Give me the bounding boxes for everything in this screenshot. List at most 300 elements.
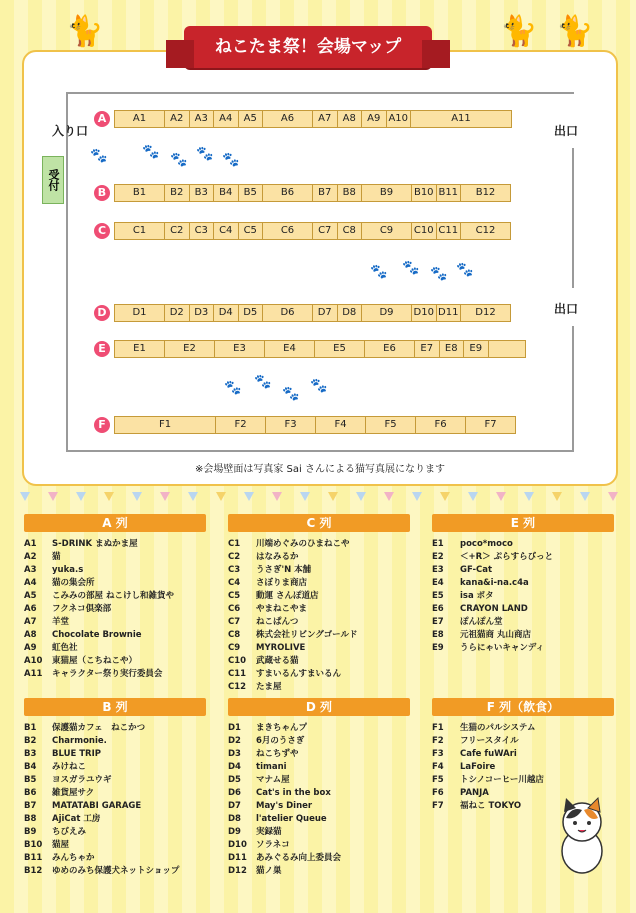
pennant-flag: [580, 492, 590, 501]
pennant-flag: [608, 492, 618, 501]
pennant-flag: [552, 492, 562, 501]
booth-code: A1: [24, 539, 37, 549]
list-item: [228, 813, 410, 826]
booth-code: D7: [228, 801, 241, 811]
booth[interactable]: E4: [264, 340, 315, 358]
pennant-flag: [440, 492, 450, 501]
list-item: [24, 590, 206, 603]
booth-code: B7: [24, 801, 37, 811]
list-item: [228, 629, 410, 642]
vendor-name: poco*moco: [460, 539, 513, 549]
booth-code: D9: [228, 827, 241, 837]
list-item: [432, 722, 614, 735]
booth[interactable]: B8: [337, 184, 363, 202]
list-item: [24, 774, 206, 787]
wall-right-lower: [572, 326, 574, 452]
vendor-name: 猫ノ巣: [256, 866, 282, 876]
booth-row: [114, 222, 510, 240]
vendor-name: こみみの部屋 ねこけし和雑貨や: [52, 591, 174, 601]
booth-code: B2: [24, 736, 37, 746]
list-item: [228, 564, 410, 577]
booth[interactable]: D7: [312, 304, 338, 322]
booth-code: B6: [24, 788, 37, 798]
list-item: [24, 551, 206, 564]
vendor-name: すまいるんすまいるん: [256, 669, 342, 679]
vendor-name: 保護猫カフェ ねこかつ: [52, 723, 146, 733]
list-item: [24, 629, 206, 642]
top-cat-right-2: 🐈: [556, 14, 594, 49]
booth-code: A3: [24, 565, 37, 575]
booth-row: [114, 304, 510, 322]
booth-code: F4: [432, 762, 444, 772]
vendor-name: たま屋: [256, 682, 282, 692]
booth-row: [114, 416, 515, 434]
booth[interactable]: A1: [114, 110, 165, 128]
paw-icon: 🐾: [170, 152, 188, 168]
list-item: [432, 577, 614, 590]
booth[interactable]: D12: [460, 304, 511, 322]
vendor-name: 猫屋: [52, 840, 70, 850]
booth[interactable]: A2: [164, 110, 190, 128]
booth[interactable]: C4: [213, 222, 239, 240]
booth-code: E6: [432, 604, 444, 614]
list-item: [228, 681, 410, 694]
booth[interactable]: E6: [364, 340, 415, 358]
paw-icon: 🐾: [222, 152, 240, 168]
vendor-name: マナム屋: [256, 775, 290, 785]
list-item: [228, 551, 410, 564]
list-item: [228, 787, 410, 800]
booth-code: D4: [228, 762, 241, 772]
vendor-name: 猫の集会所: [52, 578, 95, 588]
list-item: [24, 655, 206, 668]
list-item: [432, 774, 614, 787]
booth-code: C12: [228, 682, 247, 692]
row-badge-b: B: [94, 185, 110, 201]
pennant-flag: [104, 492, 114, 501]
booth[interactable]: C1: [114, 222, 165, 240]
paw-icon: 🐾: [196, 146, 214, 162]
booth-code: B5: [24, 775, 37, 785]
booth[interactable]: E3: [214, 340, 265, 358]
top-cat-right: 🐈: [500, 14, 538, 49]
booth-code: A6: [24, 604, 37, 614]
vendor-name: 生猫のパルシステム: [460, 723, 536, 733]
booth-code: C10: [228, 656, 247, 666]
list-item: [24, 564, 206, 577]
booth[interactable]: C8: [337, 222, 363, 240]
booth-code: C8: [228, 630, 241, 640]
list-item: [228, 735, 410, 748]
list-title: A 列: [24, 514, 206, 532]
list-item: [228, 865, 410, 878]
vendor-name: kana&i-na.c4a: [460, 578, 529, 588]
booth-code: C2: [228, 552, 241, 562]
booth[interactable]: E7: [414, 340, 440, 358]
vendor-name: フリースタイル: [460, 736, 519, 746]
list-item: [432, 603, 614, 616]
vendor-name: はなみるか: [256, 552, 299, 562]
vendor-name: ねこぱんつ: [256, 617, 299, 627]
vendor-name: LaFoire: [460, 762, 496, 772]
vendor-list: [24, 722, 206, 878]
booth-code: B8: [24, 814, 37, 824]
pennant-flag: [272, 492, 282, 501]
booth-code: D5: [228, 775, 241, 785]
booth[interactable]: D4: [213, 304, 239, 322]
booth[interactable]: B10: [411, 184, 437, 202]
vendor-name: Chocolate Brownie: [52, 630, 142, 640]
list-item: [228, 800, 410, 813]
booth[interactable]: F2: [215, 416, 266, 434]
pennant-flag: [188, 492, 198, 501]
vendor-name: ねこちずや: [256, 749, 299, 759]
paw-icon: 🐾: [224, 380, 242, 396]
vendor-name: さぼりま商店: [256, 578, 308, 588]
vendor-name: やまねこやま: [256, 604, 308, 614]
list-item: [24, 577, 206, 590]
list-item: [432, 761, 614, 774]
vendor-name: 元祖猫商 丸山商店: [460, 630, 531, 640]
vendor-name: 動運 さんぽ道店: [256, 591, 319, 601]
paw-icon: 🐾: [90, 148, 108, 164]
booth-code: A8: [24, 630, 37, 640]
booth-code: B12: [24, 866, 43, 876]
vendor-name: トシノコーヒー川越店: [460, 775, 544, 785]
list-item: [24, 800, 206, 813]
vendor-name: isa ポタ: [460, 591, 494, 601]
booth[interactable]: E1: [114, 340, 165, 358]
booth-code: E1: [432, 539, 444, 549]
vendor-name: 雑貨屋サク: [52, 788, 95, 798]
booth[interactable]: A11: [410, 110, 512, 128]
list-d: [228, 698, 410, 878]
paw-icon: 🐾: [310, 378, 328, 394]
list-item: [228, 538, 410, 551]
list-item: [432, 629, 614, 642]
list-item: [24, 865, 206, 878]
booth[interactable]: D5: [238, 304, 264, 322]
wall-left: [66, 92, 68, 452]
paw-icon: 🐾: [430, 266, 448, 282]
vendor-name: 東猫屋（こちねこや）: [52, 656, 138, 666]
booth-code: D10: [228, 840, 247, 850]
vendor-name: ゆめのみち保護犬ネットショップ: [52, 866, 180, 876]
list-a: [24, 514, 206, 681]
booth-code: B10: [24, 840, 43, 850]
booth[interactable]: A7: [312, 110, 338, 128]
vendor-name: キャラクター祭り実行委員会: [52, 669, 163, 679]
list-item: [228, 603, 410, 616]
booth-code: A5: [24, 591, 37, 601]
list-e: [432, 514, 614, 655]
booth[interactable]: B11: [436, 184, 462, 202]
booth-code: D11: [228, 853, 247, 863]
booth[interactable]: D10: [411, 304, 437, 322]
map-note: ※会場壁面は写真家 Sai さんによる猫写真展になります: [195, 464, 445, 475]
booth[interactable]: B12: [460, 184, 511, 202]
list-item: [24, 826, 206, 839]
vendor-name: AjiCat 工房: [52, 814, 101, 824]
vendor-name: ＜+R＞ ぷらすらびっと: [460, 552, 554, 562]
list-item: [432, 735, 614, 748]
booth[interactable]: A9: [361, 110, 387, 128]
booth-code: B3: [24, 749, 37, 759]
booth-code: F5: [432, 775, 444, 785]
list-item: [228, 642, 410, 655]
pennant-flag: [160, 492, 170, 501]
list-item: [24, 748, 206, 761]
booth[interactable]: F1: [114, 416, 216, 434]
booth-code: B4: [24, 762, 37, 772]
pennant-flag: [356, 492, 366, 501]
vendor-name: S-DRINK まぬかま屋: [52, 539, 138, 549]
booth[interactable]: A5: [238, 110, 264, 128]
list-item: [24, 813, 206, 826]
vendor-name: PANJA: [460, 788, 489, 798]
list-title: B 列: [24, 698, 206, 716]
paw-icon: 🐾: [142, 144, 160, 160]
list-title: E 列: [432, 514, 614, 532]
list-item: [432, 551, 614, 564]
booth[interactable]: C11: [436, 222, 462, 240]
pennant-flag: [468, 492, 478, 501]
booth[interactable]: A4: [213, 110, 239, 128]
list-title: C 列: [228, 514, 410, 532]
booth[interactable]: C2: [164, 222, 190, 240]
booth-code: C6: [228, 604, 241, 614]
booth[interactable]: E5: [314, 340, 365, 358]
row-badge-f: F: [94, 417, 110, 433]
pennant-flag: [412, 492, 422, 501]
booth[interactable]: A8: [337, 110, 363, 128]
vendor-list: [432, 538, 614, 655]
list-title: F 列（飲食）: [432, 698, 614, 716]
list-item: [24, 735, 206, 748]
booth[interactable]: D6: [262, 304, 313, 322]
booth[interactable]: E9: [463, 340, 489, 358]
vendor-list: [24, 538, 206, 681]
booth-code: A2: [24, 552, 37, 562]
vendor-name: Cat's in the box: [256, 788, 331, 798]
booth[interactable]: B9: [361, 184, 412, 202]
paw-icon: 🐾: [456, 262, 474, 278]
booth[interactable]: D8: [337, 304, 363, 322]
pennant-flag: [76, 492, 86, 501]
booth-code: D2: [228, 736, 241, 746]
wall-bottom: [66, 450, 574, 452]
list-item: [228, 826, 410, 839]
vendor-name: 羊堂: [52, 617, 70, 627]
vendor-name: ソラネコ: [256, 840, 290, 850]
list-item: [228, 616, 410, 629]
list-item: [228, 839, 410, 852]
booth[interactable]: C6: [262, 222, 313, 240]
booth[interactable]: C3: [189, 222, 215, 240]
booth[interactable]: A6: [262, 110, 313, 128]
booth[interactable]: A10: [386, 110, 412, 128]
booth-code: A4: [24, 578, 37, 588]
booth[interactable]: F4: [315, 416, 366, 434]
vendor-name: ヨスガラユウギ: [52, 775, 112, 785]
booth-code: B1: [24, 723, 37, 733]
booth-code: E4: [432, 578, 444, 588]
booth-code: C4: [228, 578, 241, 588]
booth-code: E8: [432, 630, 444, 640]
vendor-name: 福ねこ TOKYO: [460, 801, 522, 811]
list-item: [432, 642, 614, 655]
list-item: [24, 852, 206, 865]
booth[interactable]: B6: [262, 184, 313, 202]
calico-cat-illustration: [552, 796, 612, 876]
booth[interactable]: C7: [312, 222, 338, 240]
list-item: [228, 722, 410, 735]
vendor-name: 武蔵せる猫: [256, 656, 299, 666]
paw-icon: 🐾: [370, 264, 388, 280]
booth[interactable]: E2: [164, 340, 215, 358]
list-item: [24, 668, 206, 681]
venue-map: [22, 50, 618, 486]
wall-top: [66, 92, 574, 94]
booth[interactable]: [488, 340, 526, 358]
exit-label-mid: 出口: [554, 302, 579, 316]
vendor-name: 6月のうさぎ: [256, 736, 305, 746]
booth-code: C7: [228, 617, 241, 627]
booth-code: E2: [432, 552, 444, 562]
list-item: [432, 748, 614, 761]
booth[interactable]: B2: [164, 184, 190, 202]
list-item: [228, 774, 410, 787]
pennant-flag: [328, 492, 338, 501]
list-item: [228, 852, 410, 865]
booth[interactable]: B3: [189, 184, 215, 202]
vendor-name: うさぎ'N 本舗: [256, 565, 312, 575]
vendor-name: GF-Cat: [460, 565, 493, 575]
booth[interactable]: D1: [114, 304, 165, 322]
pennant-flag: [216, 492, 226, 501]
booth-code: A11: [24, 669, 43, 679]
row-badge-c: C: [94, 223, 110, 239]
vendor-name: 川端めぐみのひまねこや: [256, 539, 350, 549]
booth[interactable]: D2: [164, 304, 190, 322]
booth[interactable]: B7: [312, 184, 338, 202]
booth-code: D12: [228, 866, 247, 876]
pennant-flag: [48, 492, 58, 501]
vendor-name: ぽんぽん堂: [460, 617, 503, 627]
vendor-name: yuka.s: [52, 565, 84, 575]
booth-code: A7: [24, 617, 37, 627]
reception-desk: 受付: [42, 156, 64, 204]
paw-icon: 🐾: [402, 260, 420, 276]
vendor-name: あみぐるみ向上委員会: [256, 853, 342, 863]
vendor-name: 猫: [52, 552, 61, 562]
booth-code: B9: [24, 827, 37, 837]
vendor-name: May's Diner: [256, 801, 313, 811]
list-item: [432, 564, 614, 577]
list-item: [228, 655, 410, 668]
pennant-flag: [524, 492, 534, 501]
wall-right-upper: [572, 148, 574, 288]
booth[interactable]: E8: [439, 340, 465, 358]
list-item: [24, 787, 206, 800]
vendor-name: Charmonie.: [52, 736, 107, 746]
booth[interactable]: B1: [114, 184, 165, 202]
list-item: [228, 590, 410, 603]
vendor-name: MATATABI GARAGE: [52, 801, 142, 811]
list-item: [432, 538, 614, 551]
vendor-name: timani: [256, 762, 287, 772]
pennant-flag: [300, 492, 310, 501]
vendor-name: BLUE TRIP: [52, 749, 101, 759]
booth-code: F6: [432, 788, 444, 798]
pennant-flag: [132, 492, 142, 501]
list-item: [24, 642, 206, 655]
list-b: [24, 698, 206, 878]
vendor-name: 株式会社リビングゴールド: [256, 630, 358, 640]
booth[interactable]: D9: [361, 304, 412, 322]
list-c: [228, 514, 410, 694]
booth-code: E7: [432, 617, 444, 627]
booth[interactable]: D3: [189, 304, 215, 322]
booth[interactable]: B5: [238, 184, 264, 202]
list-item: [228, 748, 410, 761]
booth[interactable]: B4: [213, 184, 239, 202]
vendor-name: 実録猫: [256, 827, 282, 837]
row-badge-a: A: [94, 111, 110, 127]
vendor-list: [228, 722, 410, 878]
booth[interactable]: A3: [189, 110, 215, 128]
booth[interactable]: C5: [238, 222, 264, 240]
booth-code: C3: [228, 565, 241, 575]
booth[interactable]: D11: [436, 304, 462, 322]
booth[interactable]: F3: [265, 416, 316, 434]
paw-icon: 🐾: [254, 374, 272, 390]
vendor-name: フクネコ倶楽部: [52, 604, 112, 614]
list-title: D 列: [228, 698, 410, 716]
list-item: [24, 761, 206, 774]
booth-code: C5: [228, 591, 241, 601]
booth-code: F3: [432, 749, 444, 759]
vendor-name: Cafe fuWAri: [460, 749, 517, 759]
row-badge-d: D: [94, 305, 110, 321]
booth[interactable]: C12: [460, 222, 511, 240]
booth[interactable]: C9: [361, 222, 412, 240]
booth-code: E3: [432, 565, 444, 575]
list-item: [228, 761, 410, 774]
booth-code: B11: [24, 853, 43, 863]
booth[interactable]: F6: [415, 416, 466, 434]
vendor-name: MYROLIVE: [256, 643, 306, 653]
booth-code: D8: [228, 814, 241, 824]
list-item: [24, 603, 206, 616]
vendor-name: まきちゃんプ: [256, 723, 308, 733]
vendor-name: l'atelier Queue: [256, 814, 327, 824]
list-item: [228, 668, 410, 681]
paw-icon: 🐾: [282, 386, 300, 402]
pennant-flag: [20, 492, 30, 501]
booth-code: C9: [228, 643, 241, 653]
list-item: [432, 616, 614, 629]
list-item: [24, 538, 206, 551]
list-item: [432, 590, 614, 603]
top-cat-left: 🐈: [66, 14, 104, 49]
booth[interactable]: F7: [465, 416, 516, 434]
booth[interactable]: C10: [411, 222, 437, 240]
vendor-name: みけねこ: [52, 762, 87, 772]
booth-code: C11: [228, 669, 247, 679]
booth[interactable]: F5: [365, 416, 416, 434]
exit-label-top: 出口: [554, 124, 579, 138]
